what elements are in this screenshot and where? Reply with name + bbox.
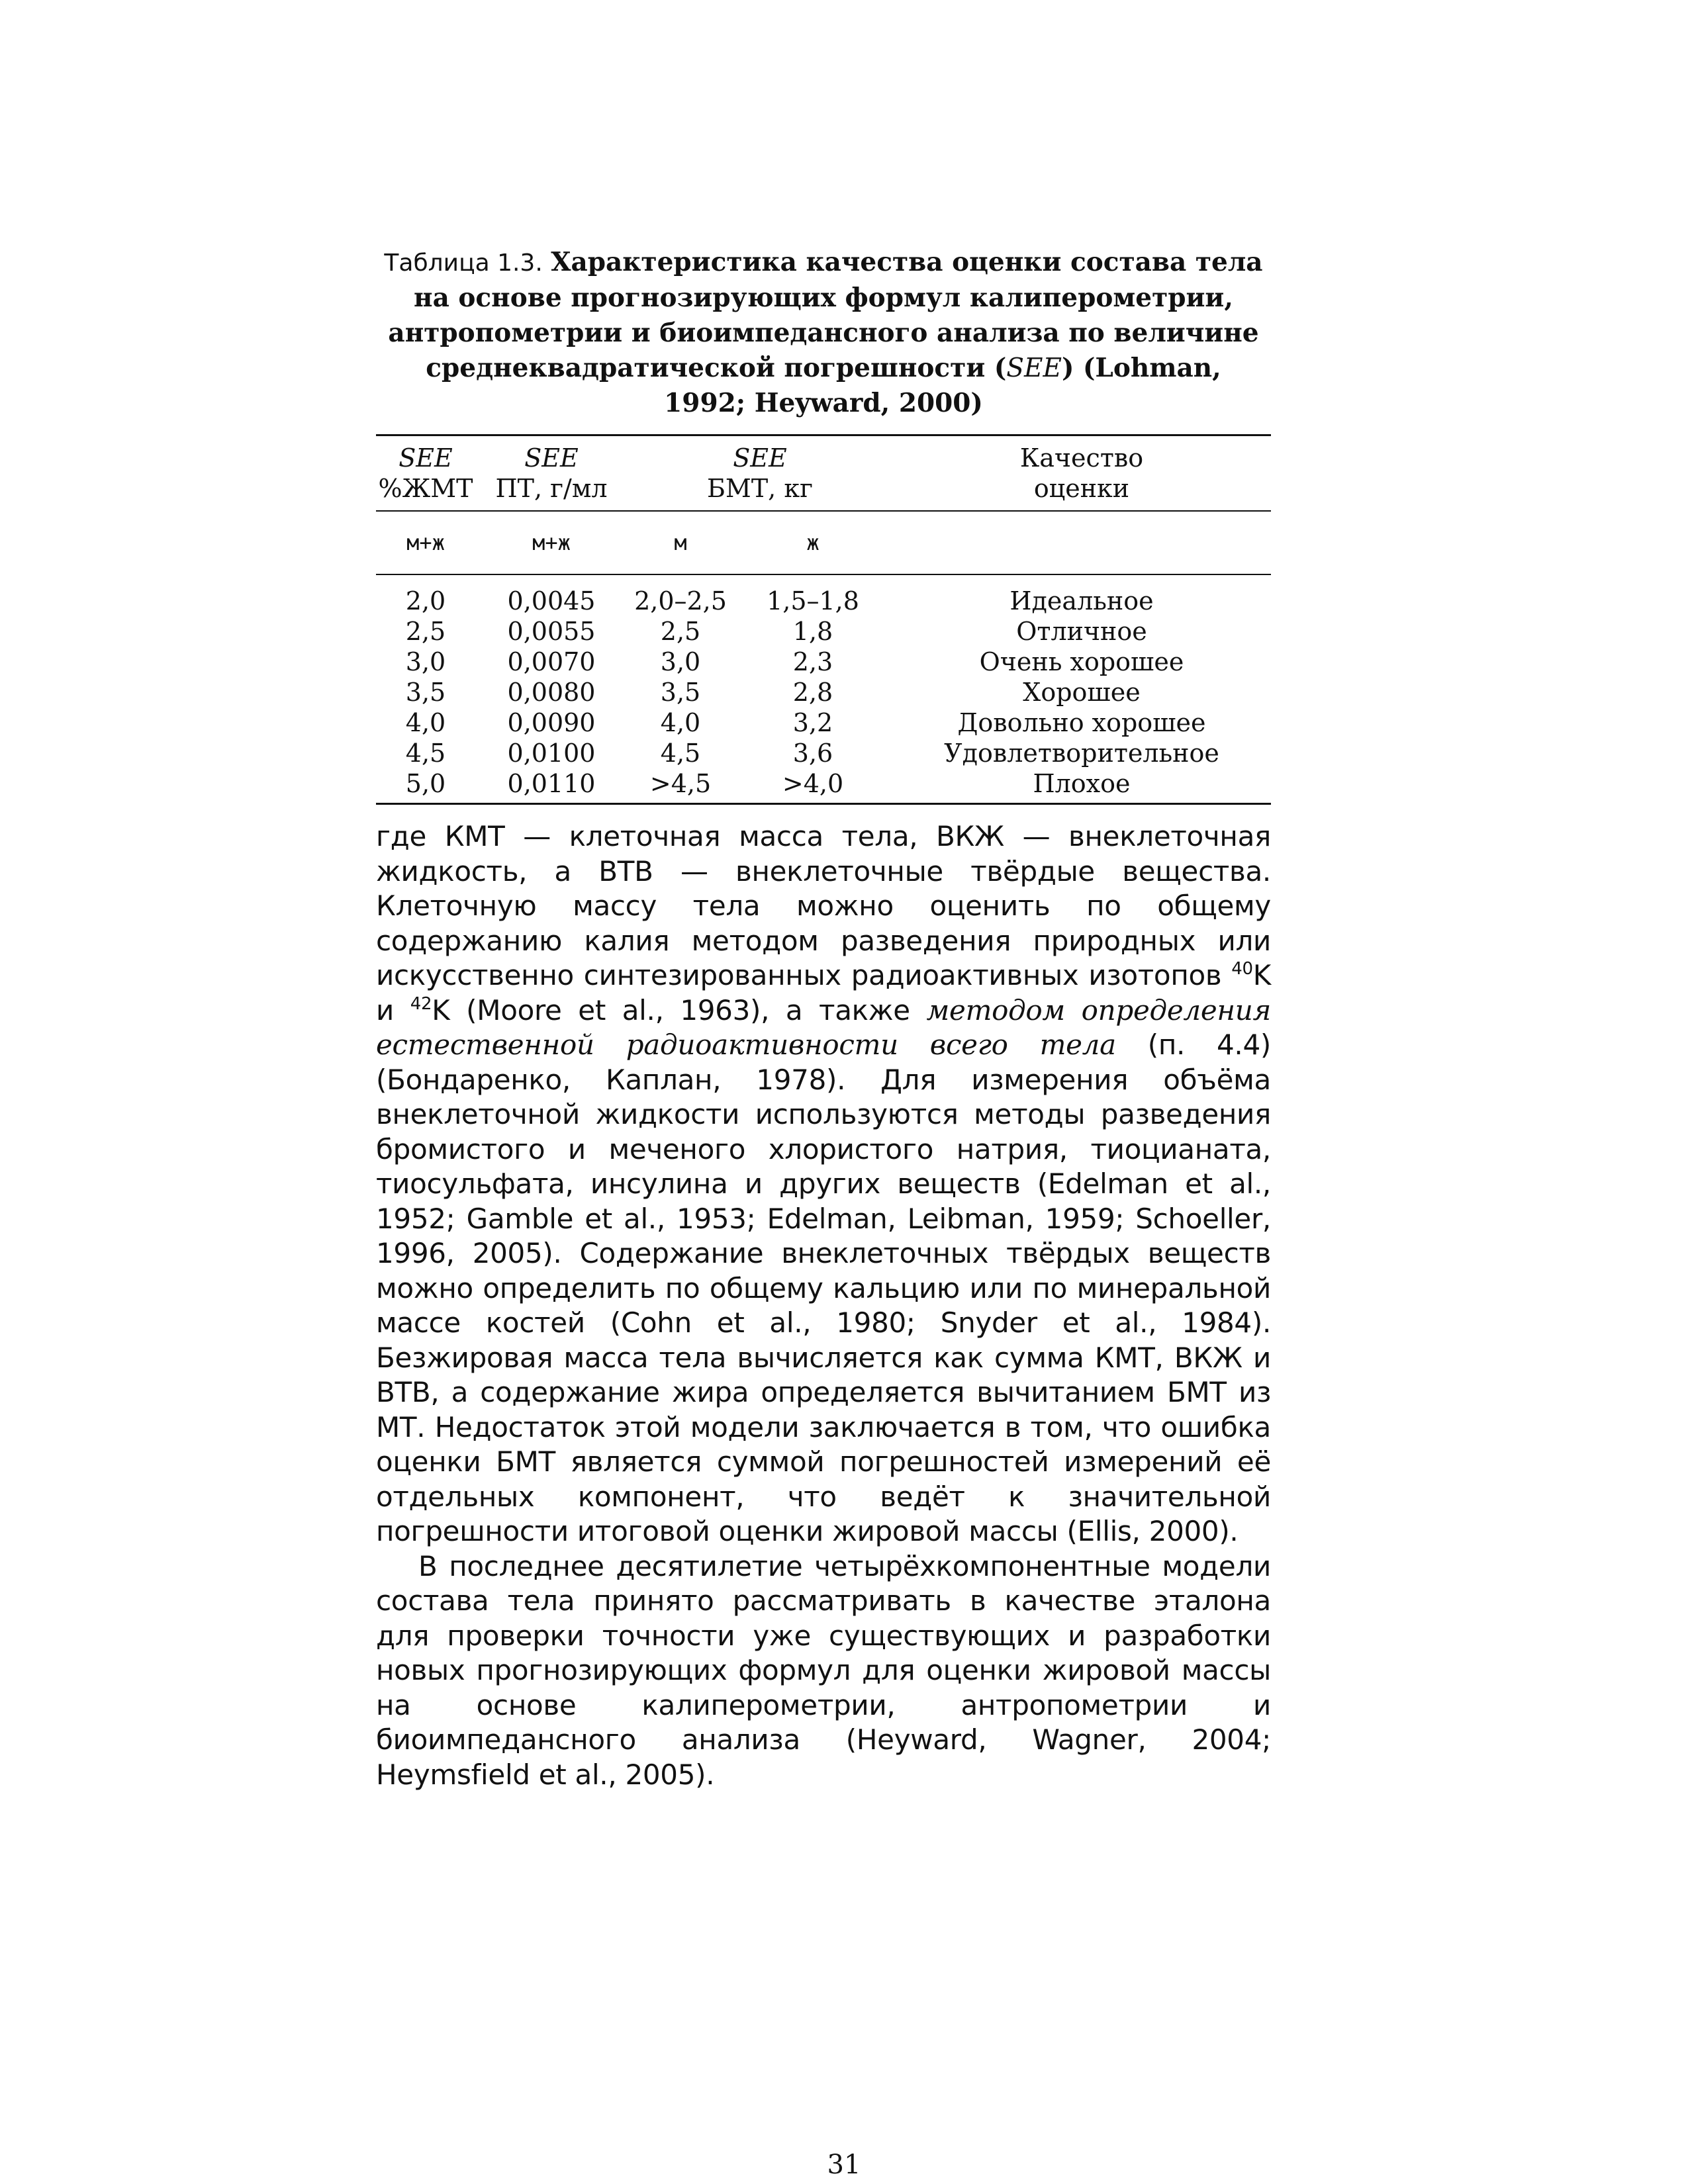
cell-ffm-male: 2,0–2,5 <box>634 586 727 615</box>
table-subheader-row <box>376 511 1271 574</box>
page-content <box>376 245 1271 1792</box>
header-density: SEE ПТ, г/мл <box>495 443 608 503</box>
see-quality-table <box>376 434 1271 805</box>
cell-fat-percent: 2,0 <box>405 586 446 615</box>
caption-title-text: Характеристика качества оценки состава тела на основе прогнозирующих формул калиперометрии, антропометрии и биоимпедансного анализа по величине среднеквадратической погрешности ( <box>388 247 1263 383</box>
cell-ffm-female: 2,3 <box>792 647 833 676</box>
cell-ffm-female: 3,2 <box>792 708 833 737</box>
subheader-female: ж <box>806 530 820 555</box>
table-body <box>376 574 1271 803</box>
cell-fat-percent: 4,0 <box>405 708 446 737</box>
cell-quality: Хорошее <box>1023 678 1141 707</box>
subheader-male: м <box>674 530 687 555</box>
cell-quality: Удовлетворительное <box>944 739 1219 768</box>
table-header-row <box>376 435 1271 512</box>
table-row <box>376 707 1271 738</box>
cell-density: 0,0090 <box>507 708 596 737</box>
cell-quality: Довольно хорошее <box>957 708 1206 737</box>
cell-ffm-male: >4,5 <box>649 769 712 798</box>
table-row <box>376 616 1271 647</box>
cell-density: 0,0110 <box>507 769 596 798</box>
cell-fat-percent: 4,5 <box>405 739 446 768</box>
header-fat-percent: SEE %ЖМТ <box>378 443 473 503</box>
cell-ffm-female: 1,5–1,8 <box>767 586 859 615</box>
cell-ffm-female: 3,6 <box>792 739 833 768</box>
subheader-empty <box>892 511 1271 574</box>
cell-fat-percent: 2,5 <box>405 617 446 646</box>
cell-ffm-female: 2,8 <box>792 678 833 707</box>
cell-density: 0,0070 <box>507 647 596 676</box>
cell-ffm-male: 3,0 <box>660 647 701 676</box>
table-caption-label: Таблица 1.3. <box>384 250 543 277</box>
page-number: 31 <box>827 2150 861 2180</box>
isotope-40-symbol: K <box>1252 959 1271 991</box>
table-caption <box>376 245 1271 421</box>
cell-density: 0,0100 <box>507 739 596 768</box>
table-row <box>376 574 1271 616</box>
cell-quality: Плохое <box>1033 769 1131 798</box>
header-quality: Качество оценки <box>1019 443 1144 503</box>
caption-see: SEE <box>1006 353 1062 383</box>
cell-fat-percent: 5,0 <box>405 769 446 798</box>
cell-ffm-male: 4,0 <box>660 708 701 737</box>
body-text <box>376 819 1271 1792</box>
cell-quality: Идеальное <box>1009 586 1154 615</box>
cell-ffm-male: 3,5 <box>660 678 701 707</box>
isotope-40-mass: 40 <box>1231 959 1253 979</box>
cell-fat-percent: 3,0 <box>405 647 446 676</box>
table-row <box>376 768 1271 803</box>
subheader-sex-density: м+ж <box>532 530 571 555</box>
subheader-sex-fat: м+ж <box>406 530 445 555</box>
header-fat-free-mass: SEE БМТ, кг <box>707 443 813 503</box>
cell-ffm-female: 1,8 <box>792 617 833 646</box>
caption-title-text-end: ) (Lohman, 1992; Heyward, 2000) <box>664 353 1221 418</box>
cell-density: 0,0045 <box>507 586 596 615</box>
cell-density: 0,0080 <box>507 678 596 707</box>
cell-ffm-male: 4,5 <box>660 739 701 768</box>
cell-fat-percent: 3,5 <box>405 678 446 707</box>
cell-density: 0,0055 <box>507 617 596 646</box>
paragraph-1: где КМТ — клеточная масса тела, ВКЖ — внеклеточная жидкость, а ВТВ — внеклеточные твёрдые вещества. Клеточную массу тела можно оценить по общему содержанию калия методом разведения природных или искусственно синтезированных радиоактивных изотопов $^{40}$K и $^{42}$K (Moore et al., 1963), а также методом определения естественной радиоактивности всего тела (п. 4.4) (Бондаренко, Каплан, 1978). Для измерения объёма внеклеточной жидкости используются методы разведения бромистого и меченого хлористого натрия, тиоцианата, тиосульфата, инсулина и других веществ (Edelman et al., 1952; Gamble et al., 1953; Edelman, Leibman, 1959; Schoeller, 1996, 2005). Содержание внеклеточных твёрдых веществ можно определить по общему кальцию или по минеральной массе костей (Cohn et al., 1980; Snyder et al., 1984). Безжировая масса тела вычисляется как сумма КМТ, ВКЖ и ВТВ, а содержание жира определяется вычитанием БМТ из МТ. Недостаток этой модели заключается в том, что ошибка оценки БМТ является суммой погрешностей измерений её отдельных компонент, что ведёт к значительной погрешности итоговой оценки жировой массы (Ellis, 2000). <box>376 820 1272 1547</box>
cell-quality: Отличное <box>1016 617 1147 646</box>
paragraph-2: В последнее десятилетие четырёхкомпонентные модели состава тела принято рассматривать в качестве эталона для проверки точности уже существующих и разработки новых прогнозирующих формул для оценки жировой массы на основе калиперометрии, антропометрии и биоимпедансного анализа (Heyward, Wagner, 2004; Heymsfield et al., 2005). <box>376 1549 1271 1791</box>
cell-ffm-male: 2,5 <box>660 617 701 646</box>
isotope-42-symbol: K <box>432 993 450 1026</box>
table-row <box>376 647 1271 677</box>
table-row <box>376 677 1271 707</box>
table-row <box>376 738 1271 768</box>
cell-ffm-female: >4,0 <box>782 769 844 798</box>
isotope-42-mass: 42 <box>410 993 432 1014</box>
italic-term: методом определения естественной радиоактивности всего тела <box>376 993 1272 1061</box>
cell-quality: Очень хорошее <box>979 647 1184 676</box>
